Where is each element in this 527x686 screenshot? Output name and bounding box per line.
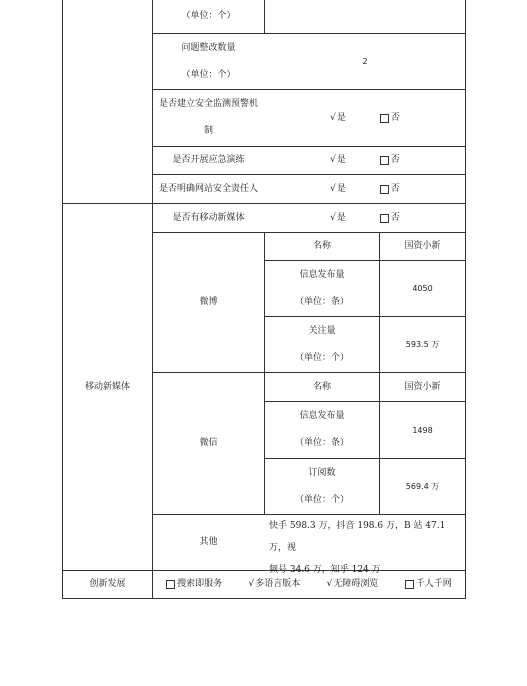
checkbox-empty-icon xyxy=(405,580,414,589)
weibo-followers-unit: （单位：个） xyxy=(294,352,349,363)
checkbox-empty-icon xyxy=(380,156,389,165)
warning-yes-option[interactable] xyxy=(330,112,346,125)
weibo-followers-value-cell xyxy=(380,317,465,372)
check-icon: √ xyxy=(330,183,336,194)
weibo-posts-label: 信息发布量 xyxy=(299,269,345,280)
wechat-name-value-cell xyxy=(380,373,465,401)
rectify-value: 2 xyxy=(362,57,368,66)
check-icon: √ xyxy=(330,212,336,223)
weibo-label: 微博 xyxy=(199,297,218,307)
drill-label-cell xyxy=(153,147,264,174)
yes-label: 是 xyxy=(336,212,346,223)
drill-choice-cell xyxy=(265,147,465,174)
other-value-line2: 频号 34.6 万，知乎 124 万 xyxy=(269,565,381,575)
innovation-options xyxy=(153,578,465,591)
wechat-subs-value: 569.4 万 xyxy=(405,482,440,491)
responsible-choice xyxy=(330,183,400,196)
has-mobile-label: 是否有移动新媒体 xyxy=(172,212,245,223)
yes-label: 是 xyxy=(336,155,346,165)
no-label: 否 xyxy=(390,183,400,194)
no-label: 否 xyxy=(390,212,400,223)
checkbox-empty-icon xyxy=(166,580,175,589)
wechat-subs-label: 订阅数 xyxy=(308,467,336,478)
weibo-posts-label-cell xyxy=(265,261,379,316)
col-divider-2-top xyxy=(264,0,265,33)
rectify-unit: （单位：个） xyxy=(181,69,236,80)
has-mobile-no-option[interactable] xyxy=(380,212,400,225)
drill-label: 是否开展应急演练 xyxy=(172,155,245,165)
wechat-label: 微信 xyxy=(199,438,218,448)
responsible-yes-option[interactable] xyxy=(330,183,346,196)
wechat-name-header: 名称 xyxy=(312,381,331,392)
section-mobile-media xyxy=(63,204,152,570)
weibo-name-value-cell xyxy=(380,233,465,260)
table-border-bottom xyxy=(62,598,466,599)
weibo-posts-unit: （单位：条） xyxy=(294,296,349,307)
weibo-followers-label-cell xyxy=(265,317,379,372)
other-value-cell xyxy=(265,515,465,575)
unit-label xyxy=(153,0,264,33)
rectify-label: 问题整改数量 xyxy=(181,42,236,53)
wechat-posts-label-cell xyxy=(265,402,379,458)
drill-yes-option[interactable] xyxy=(330,154,346,167)
weibo-posts-value-cell xyxy=(380,261,465,316)
responsible-label-cell xyxy=(153,175,264,203)
check-icon: √ xyxy=(330,112,336,123)
weibo-name-value: 国资小新 xyxy=(404,241,441,251)
check-icon: √ xyxy=(330,155,336,165)
has-mobile-label-cell xyxy=(153,204,264,232)
wechat-posts-unit: （单位：条） xyxy=(294,438,349,448)
warning-label-line1: 是否建立安全监测预警机 xyxy=(158,99,258,109)
has-mobile-choice-cell xyxy=(265,204,465,232)
check-icon: √ xyxy=(326,579,333,589)
checkbox-empty-icon xyxy=(380,214,389,223)
wechat-posts-value-cell xyxy=(380,402,465,458)
innovation-label-cell xyxy=(63,571,152,598)
wechat-posts-value: 1498 xyxy=(412,425,433,435)
wechat-subs-label-cell xyxy=(265,459,379,514)
responsible-label: 是否明确网站安全责任人 xyxy=(158,183,258,194)
weibo-posts-value: 4050 xyxy=(412,284,433,293)
wechat-name-header-cell xyxy=(265,373,379,401)
option-personalized[interactable] xyxy=(405,578,452,591)
rectify-label-cell xyxy=(153,34,264,89)
weibo-label-cell xyxy=(153,233,264,372)
wechat-name-value: 国资小新 xyxy=(404,381,441,392)
yes-label: 是 xyxy=(336,183,346,194)
wechat-posts-label: 信息发布量 xyxy=(299,411,345,421)
weibo-followers-value: 593.5 万 xyxy=(405,340,440,349)
innovation-options-cell xyxy=(153,571,465,598)
check-icon: √ xyxy=(248,579,255,589)
warning-choice-cell xyxy=(265,90,465,146)
checkbox-empty-icon xyxy=(380,114,389,123)
option-search-service[interactable] xyxy=(166,578,222,591)
yes-label: 是 xyxy=(336,112,346,123)
checkbox-empty-icon xyxy=(380,185,389,194)
other-label-cell xyxy=(153,515,264,570)
unit-text: （单位：个） xyxy=(181,11,236,21)
option-label: 搜索即服务 xyxy=(177,579,223,589)
wechat-subs-value-cell xyxy=(380,459,465,514)
weibo-name-header-cell xyxy=(265,233,379,260)
innovation-label: 创新发展 xyxy=(89,579,126,589)
has-mobile-choice xyxy=(330,212,400,225)
has-mobile-yes-option[interactable] xyxy=(330,212,346,225)
option-label: 无障碍浏览 xyxy=(333,579,379,589)
warning-choice xyxy=(330,112,400,125)
warning-label-cell xyxy=(153,90,264,146)
wechat-subs-unit: （单位：个） xyxy=(294,494,349,505)
warning-no-option[interactable] xyxy=(380,112,400,125)
option-label: 多语言版本 xyxy=(255,579,301,589)
wechat-label-cell xyxy=(153,373,264,514)
responsible-no-option[interactable] xyxy=(380,183,400,196)
other-label: 其他 xyxy=(199,537,218,547)
drill-no-option[interactable] xyxy=(380,154,400,167)
option-label: 千人千网 xyxy=(415,579,452,589)
option-accessibility[interactable] xyxy=(327,578,379,591)
weibo-followers-label: 关注量 xyxy=(308,325,336,336)
drill-choice xyxy=(330,154,400,167)
other-value-line1: 快手 598.3 万，抖音 198.6 万，B 站 47.1 万，视 xyxy=(269,521,446,553)
no-label: 否 xyxy=(390,112,400,123)
no-label: 否 xyxy=(390,155,400,165)
weibo-name-header: 名称 xyxy=(312,241,331,251)
warning-label-line2: 制 xyxy=(203,126,213,136)
rectify-value-cell xyxy=(265,34,465,89)
section-mobile-label: 移动新媒体 xyxy=(84,381,130,392)
option-multilingual[interactable] xyxy=(249,578,301,591)
responsible-choice-cell xyxy=(265,175,465,203)
